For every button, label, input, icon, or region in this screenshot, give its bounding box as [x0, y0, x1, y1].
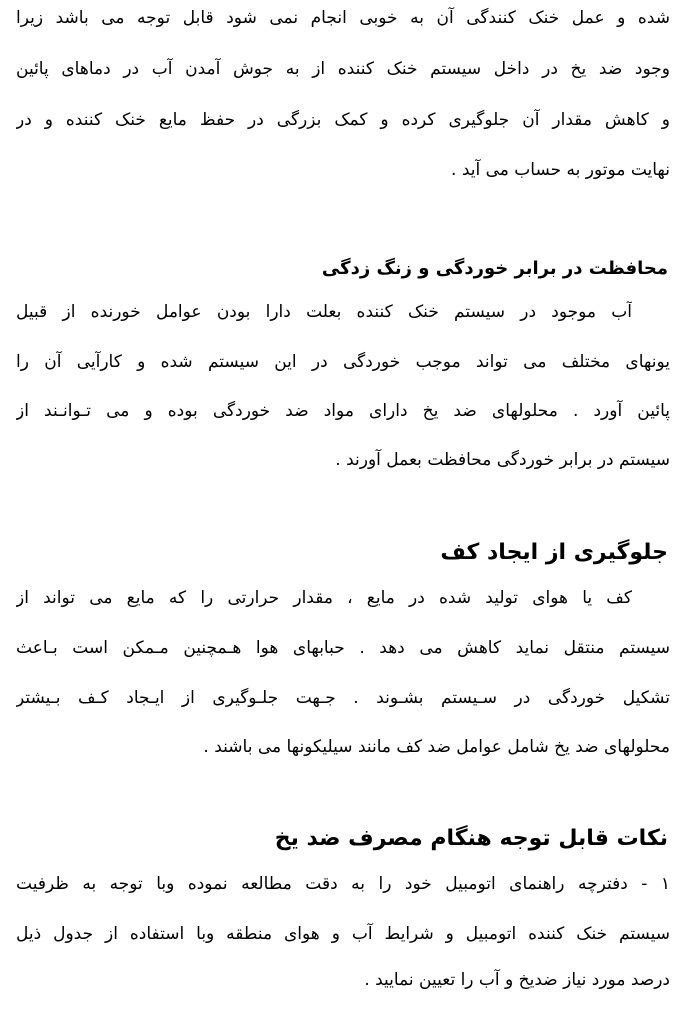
section2-line-2: سیستم منتقل نماید کاهش می دهد . حبابهای هوا هـمچنین مـمکن است بـاعث — [16, 638, 670, 658]
section1-line-4: سیستم در برابر خوردگی محافظت بعمل آورند . — [335, 450, 670, 470]
intro-line-3: و کاهش مقدار آن جلوگیری کرده و کمک بزرگی در حفظ مایع خنک کننده و در — [16, 110, 670, 130]
section3-line-2: سیستم خنک کننده اتومبیل و شرایط آب و هوای منطقه وبا استفاده از جدول ذیل — [16, 924, 670, 944]
intro-line-2: وجود ضد یخ در داخل سیستم خنک کننده از به جوش آمدن آب در دماهای پائین — [16, 59, 670, 79]
section2-line-1: کف یا هوای تولید شده در مایع ، مقدار حرارتی را که مایع می تواند از — [16, 588, 632, 608]
section1-line-2: یونهای مختلف می تواند موجب خوردگی در این سیستم شده و کارآیی آن را — [16, 352, 670, 372]
section1-line-1: آب موجود در سیستم خنک کننده بعلت دارا بودن عوامل خورنده از قبیل — [16, 302, 632, 322]
section-heading-foam: جلوگیری از ایجاد کف — [440, 540, 668, 565]
section2-line-3: تشکیل خوردگی در سـیستم بشـوند . جـهت جلـوگیری از ایـجاد کـف بـیشتر — [16, 688, 670, 708]
section3-line-3: درصد مورد نیاز ضدیخ و آب را تعیین نمایید . — [364, 970, 670, 990]
section2-line-4: محلولهای ضد یخ شامل عوامل ضد کف مانند سیلیکونها می باشند . — [203, 737, 670, 757]
section-heading-usage-notes: نکات قابل توجه هنگام مصرف ضد یخ — [274, 826, 668, 851]
section-heading-corrosion: محافظت در برابر خوردگی و زنگ زدگی — [321, 258, 668, 279]
intro-line-1: شده و عمل خنک کنندگی آن به خوبی انجام نمی شود قابل توجه می باشد زیرا — [16, 8, 670, 28]
section1-line-3: پائین آورد . محلولهای ضد یخ دارای مواد ضد خوردگی بوده و می تـوانـند از — [16, 401, 670, 421]
intro-line-4: نهایت موتور به حساب می آید . — [451, 160, 670, 180]
section3-line-1: ۱ - دفترچه راهنمای اتومبیل خود را به دقت مطالعه نموده وبا توجه به ظرفیت — [16, 874, 670, 894]
